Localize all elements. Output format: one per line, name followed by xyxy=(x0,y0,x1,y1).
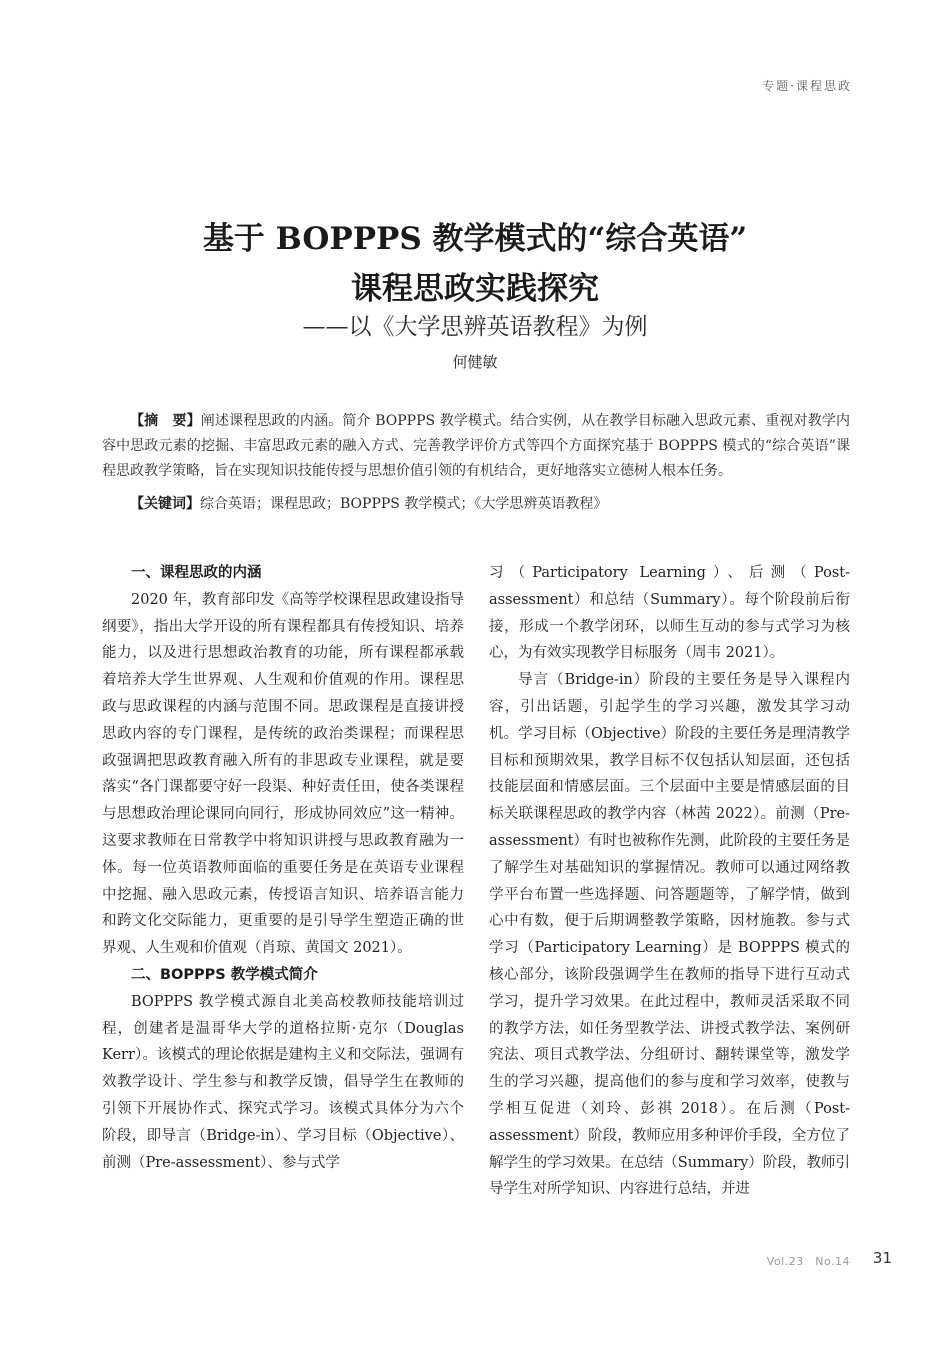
abstract-block xyxy=(102,409,850,517)
article-subtitle: ——以《大学思辨英语教程》为例 xyxy=(302,314,648,340)
right-column xyxy=(489,560,850,1203)
section-1-paragraph-1: 2020 年，教育部印发《高等学校课程思政建设指导纲要》，指出大学开设的所有课程都具有传授知识、培养能力，以及进行思想政治教育的功能，所有课程都承载着培养大学生世界观、人生观和价值观的作用。课程思政与思政课程的内涵与范围不同。思政课程是直接讲授思政内容的专门课程，是传统的政治类课程；而课程思政强调把思政教育融入所有的非思政专业课程，就是要落实“各门课都要守好一段渠、种好责任田，使各类课程与思想政治理论课同向同行，形成协同效应”这一精神。这要求教师在日常教学中将知识讲授与思政教育融为一体。每一位英语教师面临的重要任务是在英语专业课程中挖掘、融入思政元素，传授语言知识、培养语言能力和跨文化交际能力，更重要的是引导学生塑造正确的世界观、人生观和价值观（肖琼、黄国文 2021）。 xyxy=(102,591,464,957)
author-name: 何健敏 xyxy=(452,353,498,371)
section-1-heading: 一、课程思政的内涵 xyxy=(131,565,262,581)
article-title xyxy=(0,214,950,314)
abstract-text: 阐述课程思政的内涵。简介 BOPPPS 教学模式。结合实例，从在教学目标融入思政元素、重视对教学内容中思政元素的挖掘、丰富思政元素的融入方式、完善教学评价方式等四个方面探究基于 BOPPPS 模式的“综合英语”课程思政教学策略，旨在实现知识技能传授与思想价值引领的有机结合，更好地落实立德树人根本任务。 xyxy=(102,413,851,479)
left-column xyxy=(102,560,464,1176)
page-number: 31 xyxy=(872,1249,892,1267)
title-line-2: 课程思政实践探究 xyxy=(351,271,599,307)
section-2-paragraph-1: BOPPPS 教学模式源自北美高校教师技能培训过程，创建者是温哥华大学的道格拉斯·克尔（Douglas Kerr）。该模式的理论依据是建构主义和交际法，强调有效教学设计、学生参与和教学反馈，倡导学生在教师的引领下开展协作式、探究式学习。该模式具体分为六个阶段，即导言（Bridge-in）、学习目标（Objective）、前测（Pre-assessment）、参与式学 xyxy=(102,993,464,1171)
keywords-label: 【关键词】 xyxy=(130,496,200,512)
running-head: 专题·课程思政 xyxy=(762,79,852,93)
abstract-paragraph xyxy=(102,409,850,484)
section-2-heading: 二、BOPPPS 教学模式简介 xyxy=(131,966,318,983)
abstract-label: 【摘 要】 xyxy=(130,413,201,429)
section-2-paragraph-2: 导言（Bridge-in）阶段的主要任务是导入课程内容，引出话题，引起学生的学习兴趣，激发其学习动机。学习目标（Objective）阶段的主要任务是理清教学目标和预期效果，教学目标不仅包括认知层面，还包括技能层面和情感层面。三个层面中主要是情感层面的目标关联课程思政的教学内容（林茜 2022）。前测（Pre-assessment）有时也被称作先测，此阶段的主要任务是了解学生对基础知识的掌握情况。教师可以通过网络教学平台布置一些选择题、问答题题等，了解学情，做到心中有数，便于后期调整教学策略，因材施教。参与式学习（Participatory Learning）是 BOPPPS 模式的核心部分，该阶段强调学生在教师的指导下进行互动式学习，提升学习效果。在此过程中，教师灵活采取不同的教学方法，如任务型教学法、讲授式教学法、案例研究法、项目式教学法、分组研讨、翻转课堂等，激发学生的学习兴趣，提高他们的参与度和学习效率，使教与学相互促进（刘玲、彭祺 2018）。在后测（Post-assessment）阶段，教师应用多种评价手段，全方位了解学生的学习效果。在总结（Summary）阶段，教师引导学生对所学知识、内容进行总结，并进 xyxy=(489,672,850,1198)
title-line-1: 基于 BOPPPS 教学模式的“综合英语” xyxy=(202,221,748,257)
section-2-paragraph-1-continued: 习（Participatory Learning）、后测（Post-assessment）和总结（Summary）。每个阶段前后衔接，形成一个教学闭环，以师生互动的参与式学习为核心，为有效实现教学目标服务（周韦 2021）。 xyxy=(489,565,850,662)
volume-issue: Vol.23 No.14 xyxy=(766,1255,850,1268)
keywords-text: 综合英语；课程思政；BOPPPS 教学模式；《大学思辨英语教程》 xyxy=(200,496,608,512)
keywords-paragraph xyxy=(102,492,850,517)
